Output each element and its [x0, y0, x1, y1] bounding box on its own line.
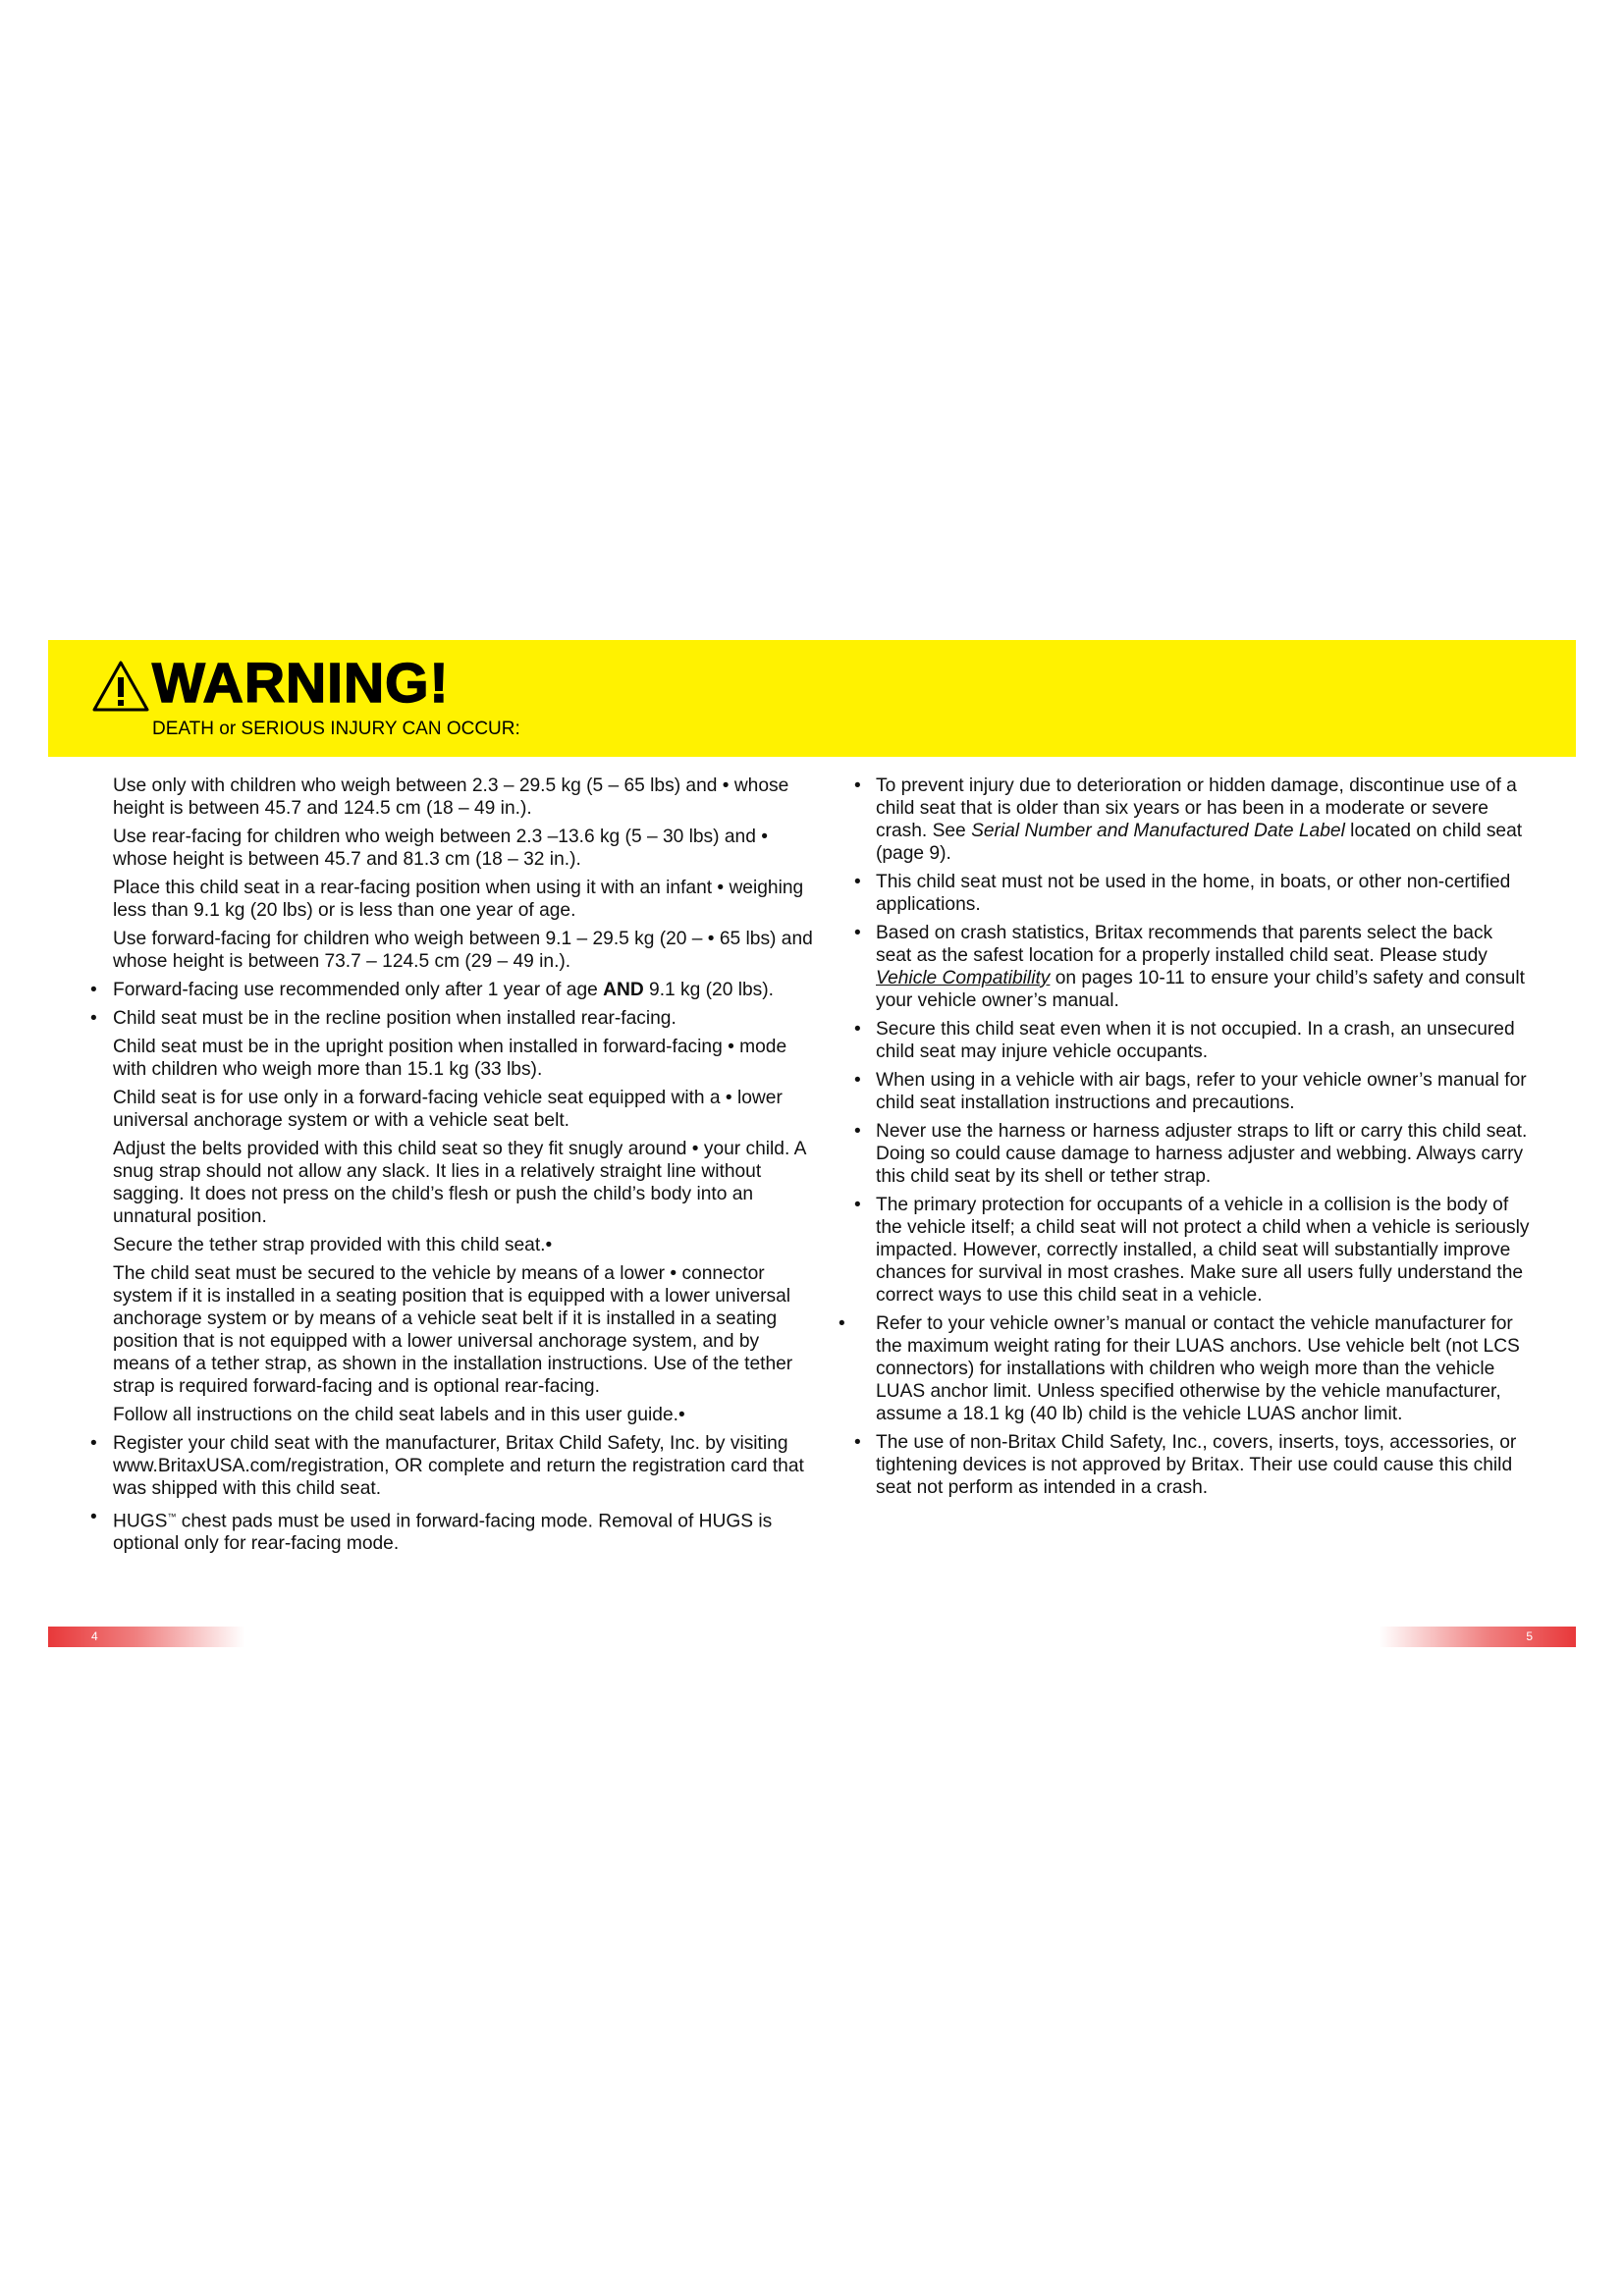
- item-text: Follow all instructions on the child seat labels and in this user guide.•: [113, 1405, 685, 1425]
- list-item: [90, 774, 819, 820]
- item-text: located on child seat (page 9).: [876, 821, 1523, 864]
- item-text: Secure this child seat even when it is not occupied. In a crash, an unsecured child seat may injure vehicle occupants.: [876, 1019, 1515, 1062]
- item-text: HUGS: [113, 1511, 168, 1532]
- bullet-marker: •: [90, 1507, 97, 1527]
- item-text: Forward-facing use recommended only after 1 year of age: [113, 980, 604, 1000]
- page-number-right: 5: [1526, 1629, 1533, 1643]
- bullet-marker: •: [90, 980, 97, 1000]
- list-item: [90, 1432, 819, 1500]
- list-item: [90, 928, 819, 973]
- footer-bar-left: [48, 1627, 244, 1647]
- bullet-marker: •: [854, 1070, 861, 1091]
- bullet-marker: •: [854, 1195, 861, 1215]
- item-text: chest pads must be used in forward-facing mode. Removal of HUGS is optional only for rear-facing mode.: [113, 1511, 773, 1555]
- left-column: [90, 774, 819, 1561]
- list-item: [90, 826, 819, 871]
- list-item: [90, 1234, 819, 1256]
- reference-link: Vehicle Compatibility: [876, 968, 1051, 988]
- item-text: Use forward-facing for children who weigh between 9.1 – 29.5 kg (20 – • 65 lbs) and whose height is between 73.7 – 124.5 cm (29 – 49 in.).: [113, 929, 813, 972]
- item-text: Refer to your vehicle owner’s manual or contact the vehicle manufacturer for the maximum weight rating for their LUAS anchors. Use vehicle belt (not LCS connectors) for installations with children who weigh more than the vehicle LUAS anchor limit. Unless specified otherwise by the vehicle manufacturer, assume a 18.1 kg (40 lb) child is the vehicle LUAS anchor limit.: [876, 1313, 1520, 1424]
- list-item: [854, 922, 1532, 1012]
- bullet-marker: •: [854, 1121, 861, 1142]
- list-item: [854, 774, 1532, 865]
- item-text: 9.1 kg (20 lbs).: [643, 980, 774, 1000]
- list-item: [90, 877, 819, 922]
- item-text: The use of non-Britax Child Safety, Inc., covers, inserts, toys, accessories, or tightening devices is not approved by Britax. Their use could cause this child seat not perform as intended in a crash.: [876, 1432, 1517, 1498]
- item-text: Based on crash statistics, Britax recommends that parents select the back seat as the safest location for a properly installed child seat. Please study: [876, 923, 1493, 966]
- list-item: [839, 1312, 1532, 1425]
- item-text: To prevent injury due to deterioration or hidden damage, discontinue use of a child seat that is older than six years or has been in a moderate or severe crash. See: [876, 775, 1517, 841]
- bullet-marker: •: [854, 775, 861, 796]
- warning-subtitle: DEATH or SERIOUS INJURY CAN OCCUR:: [152, 719, 520, 739]
- list-item: [90, 1138, 819, 1228]
- item-text: Use rear-facing for children who weigh between 2.3 –13.6 kg (5 – 30 lbs) and • whose height is between 45.7 and 81.3 cm (18 – 32 in.).: [113, 827, 768, 870]
- warning-banner: [48, 640, 1576, 757]
- item-text: Child seat is for use only in a forward-facing vehicle seat equipped with a • lower universal anchorage system or with a vehicle seat belt.: [113, 1088, 783, 1131]
- list-item: [90, 1404, 819, 1426]
- bullet-marker: •: [90, 1433, 97, 1454]
- list-item: [90, 1262, 819, 1398]
- item-text: The primary protection for occupants of a vehicle in a collision is the body of the vehicle itself; a child seat will not protect a child when a vehicle is seriously impacted. However, correctly installed, a child seat will substantially improve chances for survival in most crashes. Make sure all users fully understand the correct ways to use this child seat in a vehicle.: [876, 1195, 1530, 1306]
- bullet-marker: •: [854, 872, 861, 892]
- emphasis-text: AND: [603, 980, 644, 1000]
- bullet-marker: •: [854, 1432, 861, 1453]
- item-text: Secure the tether strap provided with this child seat.•: [113, 1235, 553, 1255]
- item-text: Register your child seat with the manufacturer, Britax Child Safety, Inc. by visiting www.BritaxUSA.com/registration, OR complete and return the registration card that was shipped with this child seat.: [113, 1433, 804, 1499]
- item-text: Use only with children who weigh between 2.3 – 29.5 kg (5 – 65 lbs) and • whose height is between 45.7 and 124.5 cm (18 – 49 in.).: [113, 775, 789, 819]
- bullet-marker: •: [854, 1019, 861, 1040]
- item-text: Place this child seat in a rear-facing position when using it with an infant • weighing less than 9.1 kg (20 lbs) or is less than one year of age.: [113, 878, 804, 921]
- item-text: When using in a vehicle with air bags, refer to your vehicle owner’s manual for child seat installation instructions and precautions.: [876, 1070, 1527, 1113]
- list-item: [854, 1431, 1532, 1499]
- reference-title: Serial Number and Manufactured Date Label: [971, 821, 1345, 841]
- item-text: Child seat must be in the upright position when installed in forward-facing • mode with children who weigh more than 15.1 kg (33 lbs).: [113, 1037, 787, 1080]
- warning-triangle-icon: [91, 660, 150, 713]
- list-item: [854, 1018, 1532, 1063]
- item-text: on pages 10-11 to ensure your child’s safety and consult your vehicle owner’s manual.: [876, 968, 1525, 1011]
- list-item: [90, 1506, 819, 1555]
- footer-bar-right: [1380, 1627, 1576, 1647]
- item-text: This child seat must not be used in the home, in boats, or other non-certified applications.: [876, 872, 1511, 915]
- warning-title: WARNING!: [152, 652, 450, 715]
- page-number-left: 4: [91, 1629, 98, 1643]
- list-item: [90, 1036, 819, 1081]
- bullet-marker: •: [854, 923, 861, 943]
- bullet-marker: •: [839, 1313, 845, 1334]
- item-text: The child seat must be secured to the vehicle by means of a lower • connector system if it is installed in a seating position that is equipped with a lower universal anchorage system or by means of a vehicle seat belt if it is installed in a seating position that is not equipped with a lower universal anchorage system, and by means of a tether strap, as shown in the installation instructions. Use of the tether strap is required forward-facing and is optional rear-facing.: [113, 1263, 793, 1397]
- list-item: [90, 979, 819, 1001]
- item-text: Adjust the belts provided with this child seat so they fit snugly around • your child. A snug strap should not allow any slack. It lies in a relatively straight line without sagging. It does not press on the child’s flesh or push the child’s body into an unnatural position.: [113, 1139, 806, 1227]
- right-column: [839, 774, 1532, 1505]
- bullet-marker: •: [90, 1008, 97, 1029]
- list-item: [90, 1087, 819, 1132]
- trademark-mark: ™: [167, 1512, 177, 1522]
- list-item: [854, 871, 1532, 916]
- item-text: Child seat must be in the recline position when installed rear-facing.: [113, 1008, 677, 1029]
- list-item: [854, 1120, 1532, 1188]
- list-item: [854, 1194, 1532, 1307]
- list-item: [854, 1069, 1532, 1114]
- item-text: Never use the harness or harness adjuster straps to lift or carry this child seat. Doing so could cause damage to harness adjuster and webbing. Always carry this child seat by its shell or tether strap.: [876, 1121, 1528, 1187]
- list-item: [90, 1007, 819, 1030]
